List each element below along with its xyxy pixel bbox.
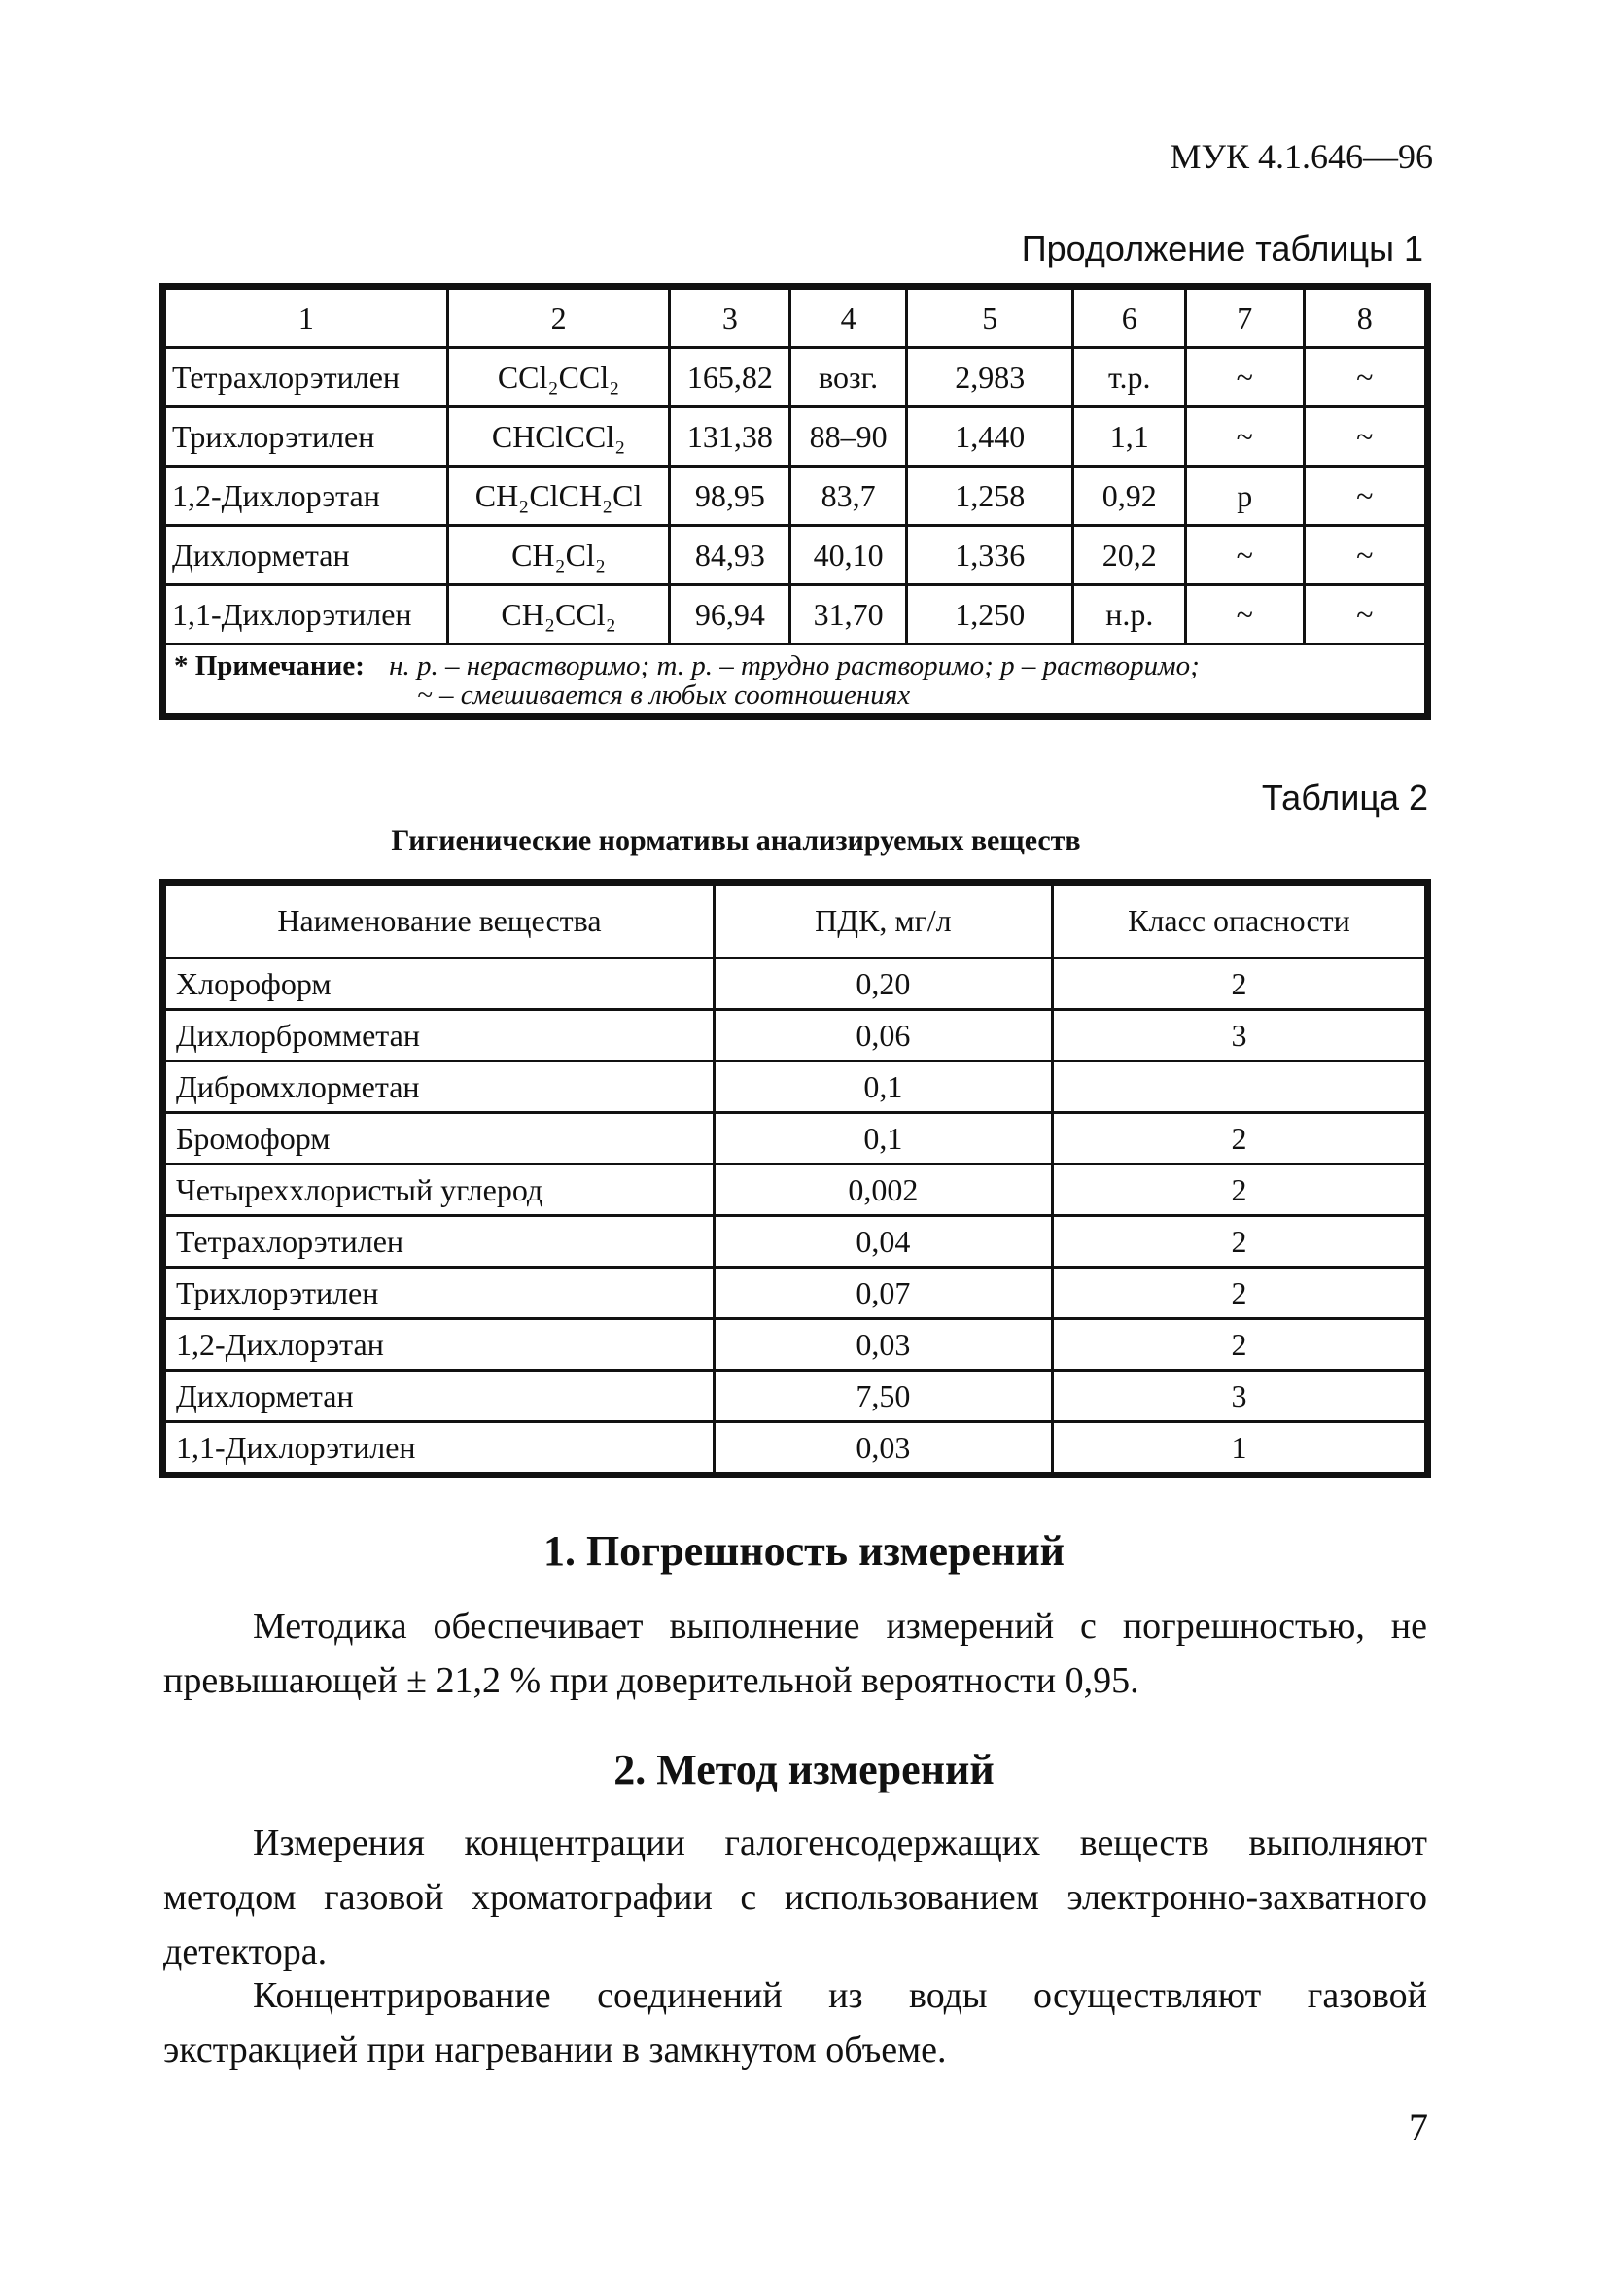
section-2-paragraph-1: Измерения концентрации галогенсодержащих веществ выполняют методом газовой хроматографии с использованием электронно-захватного детектора. (163, 1823, 1427, 1972)
table-cell: ~ (1186, 526, 1304, 585)
substance-name: Дихлорметан (165, 1371, 715, 1422)
substance-name: 1,1-Дихлорэтилен (165, 585, 448, 644)
table-2-header-row (165, 885, 1426, 958)
table-row (165, 526, 1426, 585)
hazard-class: 2 (1052, 1165, 1425, 1216)
substance-name: Дихлорбромметан (165, 1010, 715, 1061)
mac-value: 0,002 (714, 1165, 1052, 1216)
table-cell: 20,2 (1073, 526, 1186, 585)
table-1-col-header: 1 (165, 289, 448, 348)
table-cell: 96,94 (670, 585, 790, 644)
table-cell: 98,95 (670, 467, 790, 526)
table-cell: ~ (1304, 526, 1425, 585)
table-row (165, 467, 1426, 526)
substance-name: Четыреххлористый углерод (165, 1165, 715, 1216)
table-row (165, 1165, 1426, 1216)
table-row (165, 1010, 1426, 1061)
table-cell: 1,250 (906, 585, 1072, 644)
table-cell: ~ (1304, 585, 1425, 644)
table-1 (163, 287, 1427, 716)
hazard-class: 2 (1052, 1268, 1425, 1319)
table-cell: т.р. (1073, 348, 1186, 407)
table-cell: р (1186, 467, 1304, 526)
table-cell: ~ (1186, 407, 1304, 467)
hazard-class: 2 (1052, 1319, 1425, 1371)
table-1-col-header: 6 (1073, 289, 1186, 348)
table-1-col-header: 7 (1186, 289, 1304, 348)
mac-value: 0,03 (714, 1422, 1052, 1474)
table-cell: возг. (790, 348, 907, 407)
mac-value: 0,04 (714, 1216, 1052, 1268)
table-cell: 40,10 (790, 526, 907, 585)
table-cell: 1,1 (1073, 407, 1186, 467)
table-2-col-header: Наименование вещества (165, 885, 715, 958)
hazard-class: 2 (1052, 1113, 1425, 1165)
hazard-class: 2 (1052, 1216, 1425, 1268)
table-row (165, 1422, 1426, 1474)
hazard-class (1052, 1061, 1425, 1113)
table-cell: ~ (1304, 467, 1425, 526)
mac-value: 0,06 (714, 1010, 1052, 1061)
formula: CHClCCl₂ (447, 407, 670, 467)
substance-name: 1,2-Дихлорэтан (165, 467, 448, 526)
substance-name: Дибромхлорметан (165, 1061, 715, 1113)
formula: CH₂Cl₂ (447, 526, 670, 585)
table-1-col-header: 2 (447, 289, 670, 348)
table-1-note-row (165, 644, 1426, 715)
table-2-title: Гигиенические нормативы анализируемых веществ (391, 824, 1081, 856)
mac-value: 0,1 (714, 1061, 1052, 1113)
table-cell: 0,92 (1073, 467, 1186, 526)
hazard-class: 3 (1052, 1010, 1425, 1061)
section-2-paragraph-2: Концентрирование соединений из воды осуществляют газовой экстракцией при нагревании в замкнутом объеме. (163, 1975, 1427, 2070)
table-2 (163, 883, 1427, 1475)
table-row (165, 348, 1426, 407)
note-asterisk: * (174, 650, 189, 681)
substance-name: Трихлорэтилен (165, 1268, 715, 1319)
table-cell: н.р. (1073, 585, 1186, 644)
table-row (165, 407, 1426, 467)
table-cell: 31,70 (790, 585, 907, 644)
table-1-note (165, 644, 1426, 715)
note-line-2: ~ – смешивается в любых соотношениях (417, 679, 911, 711)
substance-name: 1,2-Дихлорэтан (165, 1319, 715, 1371)
table-2-col-header: ПДК, мг/л (714, 885, 1052, 958)
substance-name: 1,1-Дихлорэтилен (165, 1422, 715, 1474)
section-1-heading: 1. Погрешность измерений (542, 1527, 1066, 1575)
table-row (165, 585, 1426, 644)
table-cell: 131,38 (670, 407, 790, 467)
substance-name: Трихлорэтилен (165, 407, 448, 467)
table-cell: ~ (1304, 407, 1425, 467)
section-2-heading: 2. Метод измерений (613, 1746, 995, 1793)
table-row (165, 958, 1426, 1010)
table-1-header-row (165, 289, 1426, 348)
mac-value: 7,50 (714, 1371, 1052, 1422)
mac-value: 0,1 (714, 1113, 1052, 1165)
hazard-class: 1 (1052, 1422, 1425, 1474)
table-row (165, 1371, 1426, 1422)
section-1-paragraph: Методика обеспечивает выполнение измерений с погрешностью, не превышающей ± 21,2 % при доверительной вероятности 0,95. (163, 1606, 1427, 1701)
table-cell: 1,440 (906, 407, 1072, 467)
formula: CCl₂CCl₂ (447, 348, 670, 407)
table-cell: 1,258 (906, 467, 1072, 526)
note-line-1: н. р. – нерастворимо; т. р. – трудно растворимо; р – растворимо; (389, 650, 1200, 681)
mac-value: 0,07 (714, 1268, 1052, 1319)
table-continuation-label: Продолжение таблицы 1 (1021, 228, 1423, 268)
table-cell: ~ (1186, 585, 1304, 644)
table-1-col-header: 3 (670, 289, 790, 348)
mac-value: 0,20 (714, 958, 1052, 1010)
table-1-col-header: 4 (790, 289, 907, 348)
mac-value: 0,03 (714, 1319, 1052, 1371)
table-2-col-header: Класс опасности (1052, 885, 1425, 958)
table-row (165, 1216, 1426, 1268)
table-cell: 165,82 (670, 348, 790, 407)
note-label: Примечание: (194, 650, 365, 681)
table-cell: 2,983 (906, 348, 1072, 407)
page-number: 7 (1409, 2105, 1428, 2149)
table-cell: 83,7 (790, 467, 907, 526)
formula: CH₂ClCH₂Cl (447, 467, 670, 526)
table-cell: 1,336 (906, 526, 1072, 585)
table-2-title-wrap (0, 824, 1608, 857)
table-cell: ~ (1304, 348, 1425, 407)
hazard-class: 3 (1052, 1371, 1425, 1422)
hazard-class: 2 (1052, 958, 1425, 1010)
substance-name: Дихлорметан (165, 526, 448, 585)
table-cell: 84,93 (670, 526, 790, 585)
table-cell: ~ (1186, 348, 1304, 407)
table-cell: 88–90 (790, 407, 907, 467)
table-row (165, 1113, 1426, 1165)
table-row (165, 1319, 1426, 1371)
formula: CH₂CCl₂ (447, 585, 670, 644)
document-code: МУК 4.1.646—96 (1170, 137, 1433, 176)
substance-name: Тетрахлорэтилен (165, 348, 448, 407)
table-1-col-header: 8 (1304, 289, 1425, 348)
table-row (165, 1061, 1426, 1113)
table-1-col-header: 5 (906, 289, 1072, 348)
table-row (165, 1268, 1426, 1319)
substance-name: Бромоформ (165, 1113, 715, 1165)
substance-name: Тетрахлорэтилен (165, 1216, 715, 1268)
substance-name: Хлороформ (165, 958, 715, 1010)
table-2-label: Таблица 2 (1261, 778, 1428, 818)
